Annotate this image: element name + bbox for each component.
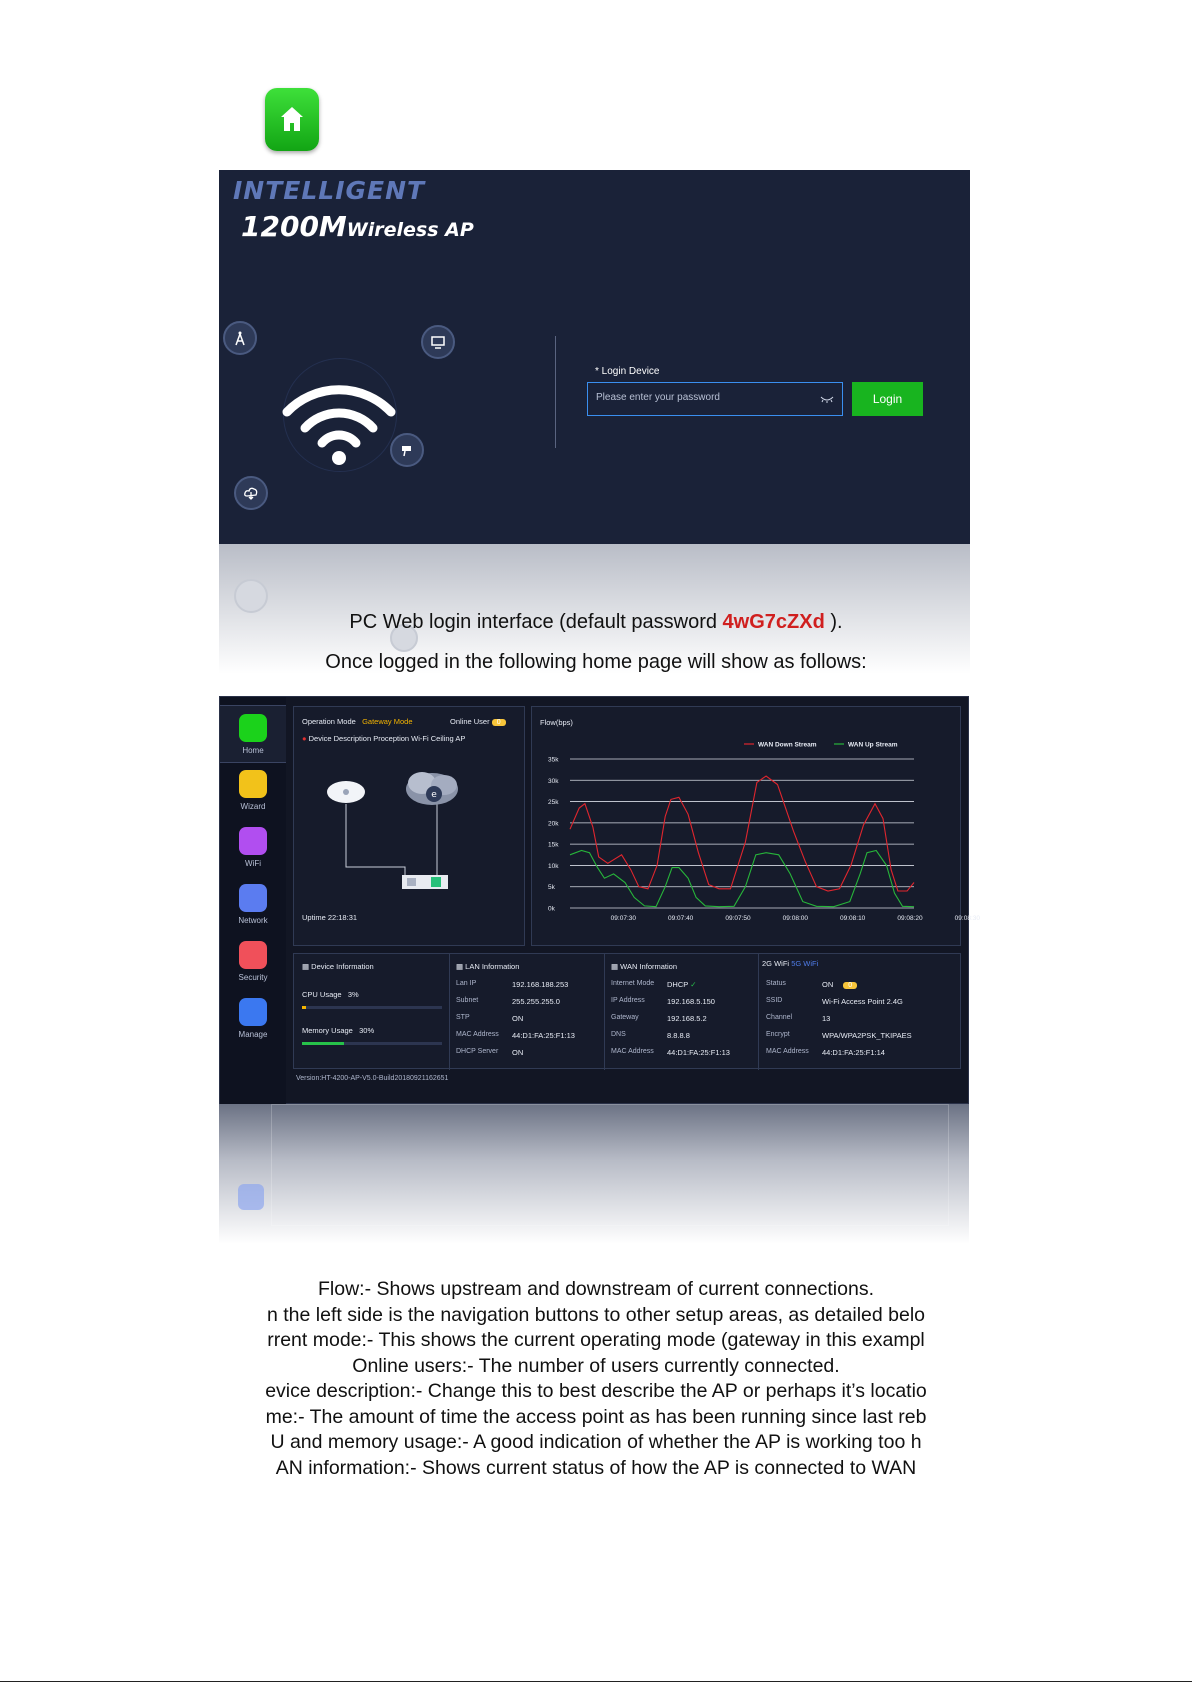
note-line: Flow:- Shows upstream and downstream of current connections. <box>317 1278 874 1300</box>
info-value: 192.168.5.2 <box>667 1014 707 1023</box>
brand-product: Wireless AP <box>346 219 474 241</box>
memory-value: 30% <box>359 1026 375 1035</box>
flow-chart-panel <box>531 706 980 946</box>
network-icon <box>239 884 267 912</box>
note-line: n the left side is the navigation buttons to other setup areas, as detailed belo <box>266 1303 926 1326</box>
password-input[interactable] <box>594 391 818 404</box>
version-label: Version:HT-4200-AP-V5.0-Build20180921162651 <box>296 1075 449 1082</box>
dashboard-reflection <box>219 1104 969 1244</box>
nav-item-network[interactable] <box>220 876 286 932</box>
info-key: Channel <box>766 1014 793 1021</box>
brand-line1: INTELLIGENT <box>233 176 426 205</box>
note-line: evice description:- Change this to best describe the AP or perhaps it’s locatio <box>265 1380 927 1402</box>
nav-label: Network <box>238 916 268 925</box>
x-tick-label: 09:07:30 <box>610 915 636 922</box>
nav-item-wifi[interactable] <box>220 819 286 875</box>
location-pin-icon: ● <box>302 734 307 743</box>
divider <box>758 954 759 1070</box>
wifi-status-badge: 0 <box>843 982 857 989</box>
nav-item-wizard[interactable] <box>220 762 286 818</box>
info-value: 44:D1:FA:25:F1:13 <box>667 1048 730 1057</box>
brand-line2 <box>241 210 474 243</box>
x-tick-label: 09:08:20 <box>897 915 923 922</box>
cloud-download-icon <box>234 476 268 510</box>
reflection-strip <box>271 1104 949 1226</box>
info-value: 255.255.255.0 <box>512 997 560 1006</box>
operation-mode-label: Operation Mode <box>302 717 356 726</box>
divider <box>555 336 556 448</box>
default-password: 4wG7cZXd <box>722 611 825 633</box>
info-key: STP <box>456 1014 470 1021</box>
home-caption: Once logged in the following home page will show as follows: <box>325 651 867 673</box>
info-value: 44:D1:FA:25:F1:13 <box>512 1031 575 1040</box>
home-icon <box>239 714 267 742</box>
device-description-row[interactable] <box>302 734 465 743</box>
series-line-up <box>570 851 914 907</box>
chart-title: Flow(bps) <box>540 718 573 727</box>
y-tick-label: 0k <box>548 905 555 913</box>
note-line: U and memory usage:- A good indication of whether the AP is working too h <box>270 1431 922 1453</box>
online-user-label: Online User <box>450 717 490 726</box>
topology-diagram <box>294 757 526 897</box>
cpu-bar-fill <box>302 1006 306 1009</box>
x-tick-label: 09:07:40 <box>668 915 694 922</box>
info-value: 192.168.5.150 <box>667 997 715 1006</box>
antenna-icon <box>223 321 257 355</box>
online-user-row <box>450 717 506 726</box>
cpu-label: CPU Usage <box>302 990 342 999</box>
login-caption <box>0 611 1192 634</box>
info-value: 44:D1:FA:25:F1:14 <box>822 1048 885 1057</box>
y-tick-label: 15k <box>548 841 559 849</box>
info-value: 13 <box>822 1014 831 1023</box>
wifi-icon <box>279 370 399 470</box>
wifi-tabs <box>762 959 818 968</box>
reflection-icon <box>238 1184 264 1210</box>
eye-closed-icon[interactable] <box>820 395 834 403</box>
note-line: me:- The amount of time the access point as has been running since last reb <box>265 1405 927 1428</box>
info-key: MAC Address <box>456 1031 499 1038</box>
wifi-icon <box>239 827 267 855</box>
check-icon: ✓ <box>688 980 697 989</box>
divider <box>604 954 605 1070</box>
nav-sidebar <box>220 697 286 1105</box>
y-tick-label: 20k <box>548 820 559 828</box>
camera-icon <box>390 433 424 467</box>
info-key: Gateway <box>611 1014 639 1021</box>
nav-label: Manage <box>238 1030 268 1039</box>
reflection-icon <box>234 579 268 613</box>
info-key: Lan IP <box>456 980 477 987</box>
svg-text:e: e <box>431 790 437 800</box>
device-info-title: ▦ Device Information <box>302 962 374 971</box>
lan-info-title-text: LAN Information <box>465 962 520 971</box>
x-tick-label: 09:08:10 <box>840 915 866 922</box>
note-line: rrent mode:- This shows the current operating mode (gateway in this exampl <box>267 1329 925 1351</box>
wan-info-title: ▦ WAN Information <box>611 962 677 971</box>
info-value: 8.8.8.8 <box>667 1031 690 1040</box>
security-icon <box>239 941 267 969</box>
login-screenshot <box>219 170 970 544</box>
info-key: Encrypt <box>766 1031 790 1038</box>
info-key: Internet Mode <box>611 980 655 987</box>
nav-label: Security <box>238 973 268 982</box>
y-tick-label: 25k <box>548 799 559 807</box>
info-key: DNS <box>611 1031 626 1038</box>
brand-model: 1200M <box>241 210 347 243</box>
legend-label: WAN Up Stream <box>848 741 898 749</box>
login-device-label: * Login Device <box>595 366 660 377</box>
x-tick-label: 09:07:50 <box>725 915 751 922</box>
caption-text: PC Web login interface (default password <box>349 611 723 633</box>
info-key: Status <box>766 980 786 987</box>
operation-mode-row <box>302 717 413 726</box>
device-info-title-text: Device Information <box>311 962 374 971</box>
bottom-rule <box>0 1681 1192 1682</box>
memory-bar <box>302 1042 442 1045</box>
info-key: SSID <box>766 997 783 1004</box>
divider <box>449 954 450 1070</box>
x-tick-label: 09:08:00 <box>782 915 808 922</box>
operation-panel <box>293 706 525 946</box>
device-description: Device Description Proception Wi-Fi Ceiling AP <box>308 734 466 743</box>
nav-item-home[interactable] <box>220 705 286 763</box>
nav-item-manage[interactable] <box>220 990 286 1046</box>
info-value: 192.168.188.253 <box>512 980 569 989</box>
series-line-down <box>570 776 914 891</box>
x-tick-label: 09:08:30 <box>954 915 980 922</box>
operation-mode-value: Gateway Mode <box>362 717 413 726</box>
home-icon <box>265 88 319 151</box>
info-value: WPA/WPA2PSK_TKIPAES <box>822 1031 912 1040</box>
nav-label: Wizard <box>240 802 266 811</box>
y-tick-label: 10k <box>548 862 559 870</box>
uptime: Uptime 22:18:31 <box>302 913 358 922</box>
tab-5g-wifi[interactable]: 5G WiFi <box>791 959 819 968</box>
info-value: Wi-Fi Access Point 2.4G <box>822 997 903 1006</box>
memory-bar-fill <box>302 1042 344 1045</box>
lan-info-title: ▦ LAN Information <box>456 962 520 971</box>
note-line: Online users:- The number of users currently connected. <box>352 1354 840 1377</box>
memory-row <box>302 1026 374 1035</box>
caption-text-end: ). <box>824 611 843 633</box>
memory-label: Memory Usage <box>302 1026 353 1035</box>
info-value: ON 0 <box>822 980 857 989</box>
manage-icon <box>239 998 267 1026</box>
info-value: ON <box>512 1048 524 1057</box>
y-tick-label: 35k <box>548 756 559 764</box>
flow-chart <box>532 707 980 947</box>
info-key: DHCP Server <box>456 1048 499 1055</box>
info-value: DHCP ✓ <box>667 980 697 989</box>
nav-item-security[interactable] <box>220 933 286 989</box>
cpu-value: 3% <box>347 990 359 999</box>
info-value: ON <box>512 1014 524 1023</box>
info-key: IP Address <box>611 997 645 1004</box>
monitor-icon <box>421 325 455 359</box>
password-field[interactable] <box>587 382 843 416</box>
nav-label: WiFi <box>245 859 261 868</box>
cpu-row <box>302 990 359 999</box>
dashboard-screenshot <box>219 696 980 1104</box>
note-line: AN information:- Shows current status of how the AP is connected to WAN <box>275 1456 917 1479</box>
nav-label: Home <box>242 746 264 755</box>
info-key: MAC Address <box>766 1048 809 1055</box>
info-key: MAC Address <box>611 1048 654 1055</box>
info-key: Subnet <box>456 997 479 1004</box>
info-strip <box>293 953 961 1069</box>
cpu-bar <box>302 1006 442 1009</box>
legend-label: WAN Down Stream <box>758 741 817 749</box>
tab-2g-wifi[interactable]: 2G WiFi <box>762 959 790 968</box>
online-user-badge: 0 <box>492 719 506 726</box>
y-tick-label: 30k <box>548 777 559 785</box>
wizard-icon <box>239 770 267 798</box>
y-tick-label: 5k <box>548 884 555 892</box>
login-button[interactable]: Login <box>852 382 923 416</box>
wan-info-title-text: WAN Information <box>620 962 677 971</box>
